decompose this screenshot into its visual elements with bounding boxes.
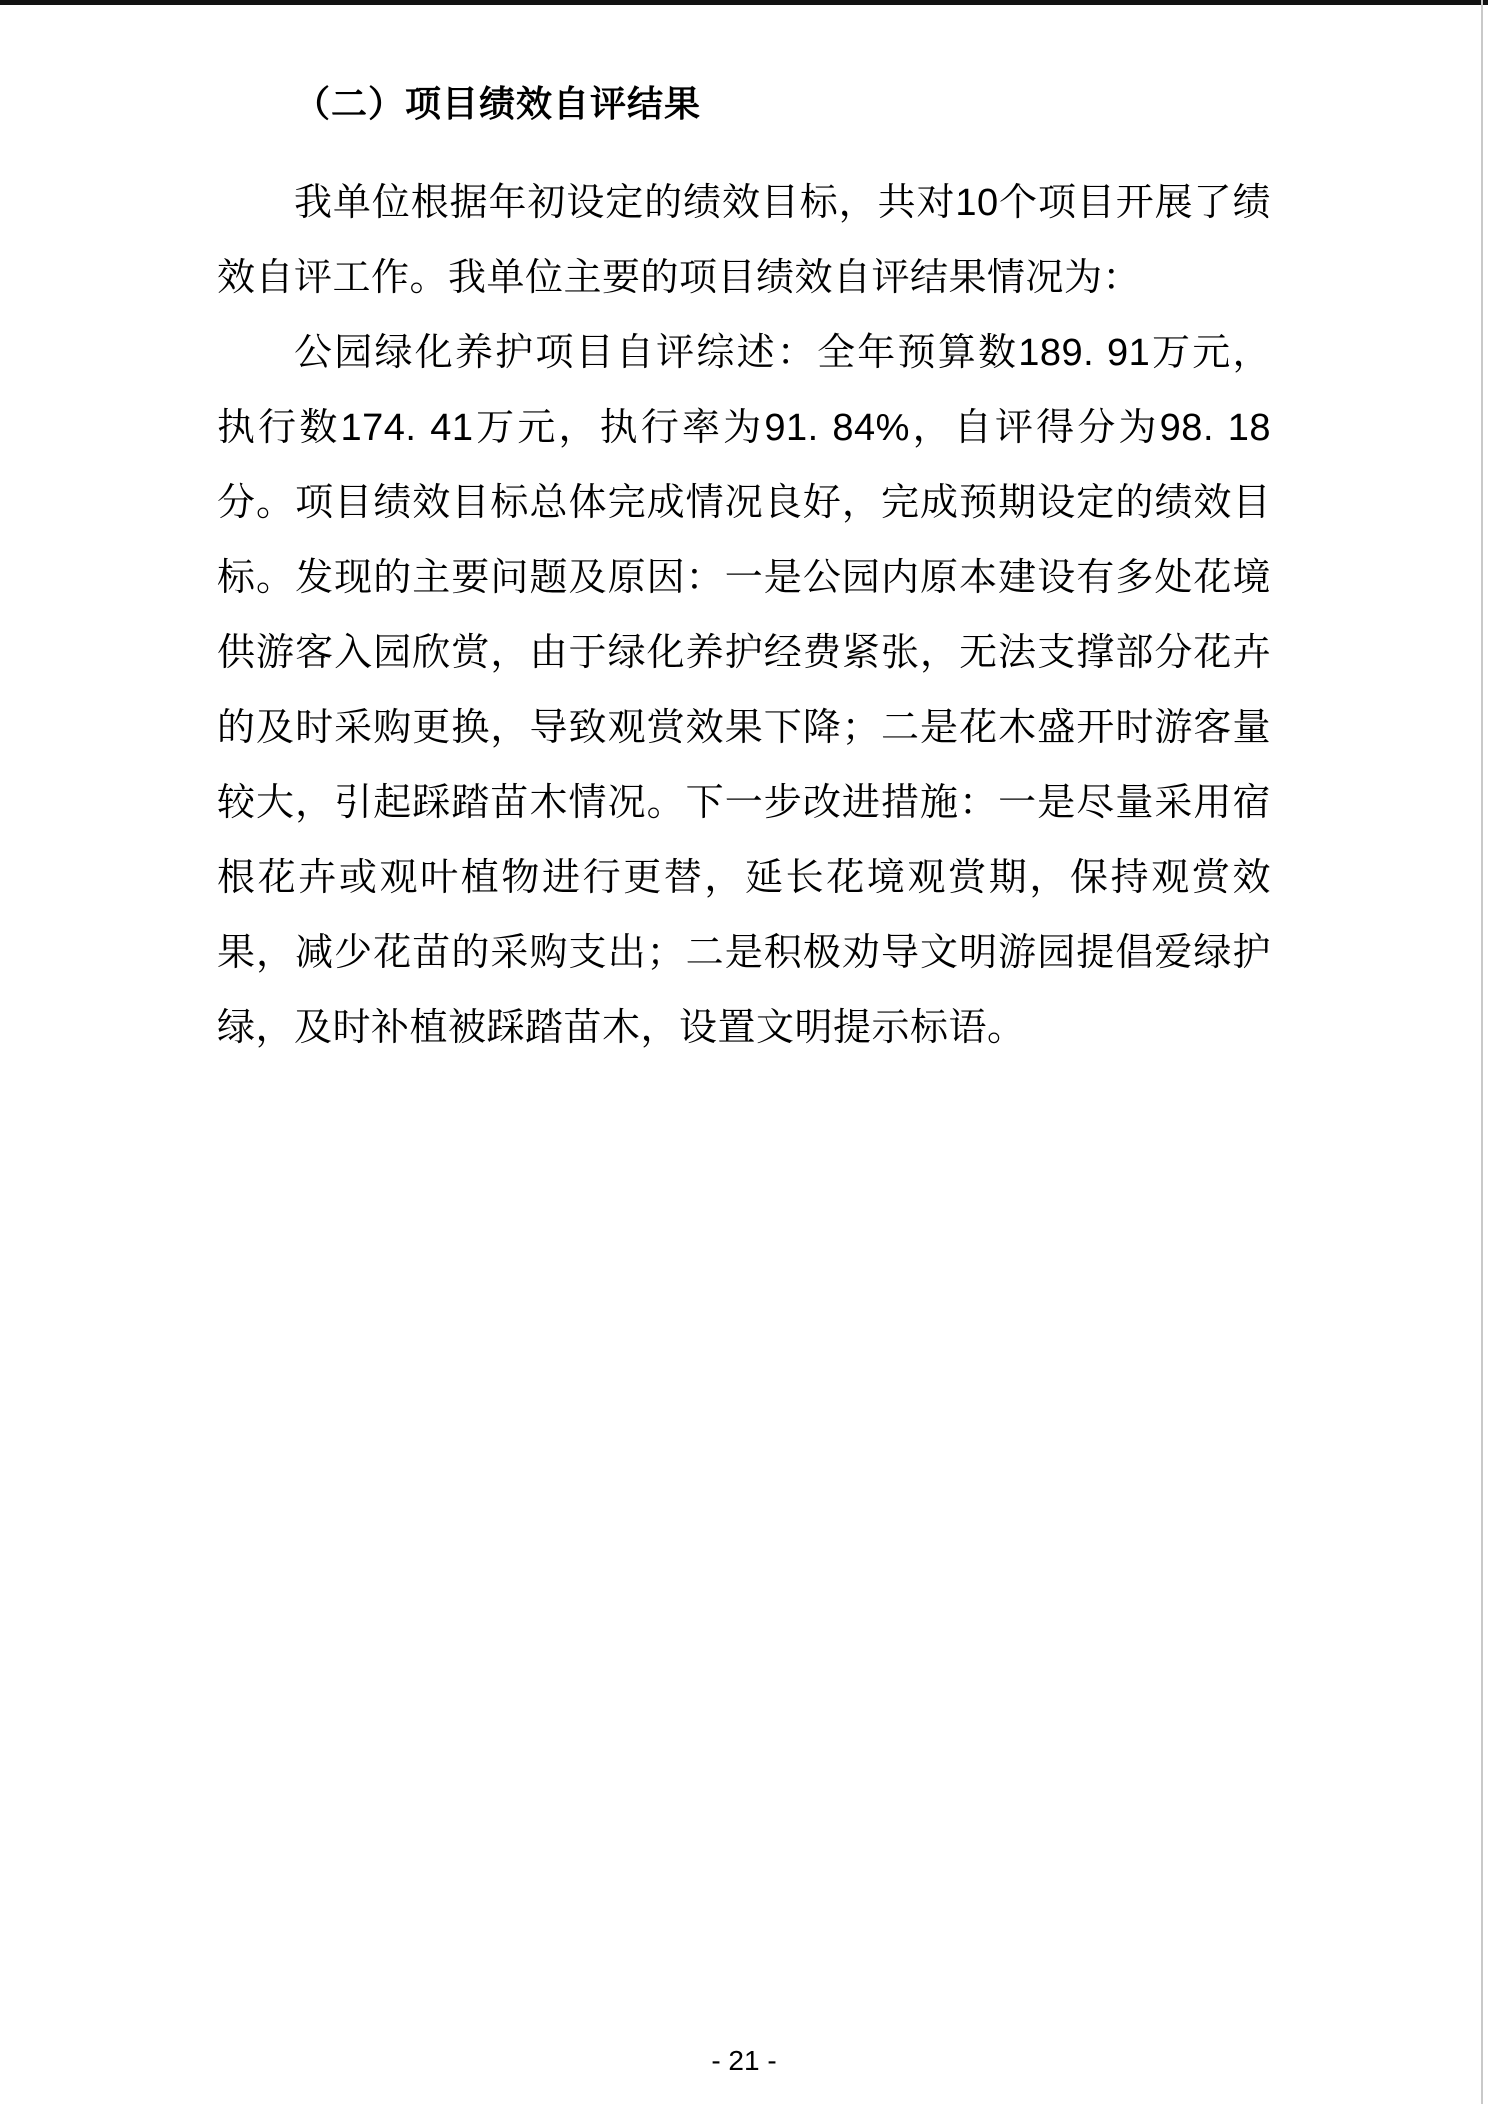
page-number: - 21 - <box>711 2045 777 2076</box>
document-body <box>217 66 1271 1066</box>
section-heading: （二）项目绩效自评结果 <box>294 83 702 124</box>
paragraph-project-self-evaluation: 公园绿化养护项目自评综述：全年预算数189. 91万元，执行数174. 41万元，执行率为91. 84%，自评得分为98. 18分。项目绩效目标总体完成情况良好，完成预期设定的绩效目标。发现的主要问题及原因：一是公园内原本建设有多处花境供游客入园欣赏，由于绿化养护经费紧张，无法支撑部分花卉的及时采购更换，导致观赏效果下降；二是花木盛开时游客量较大，引起踩踏苗木情况。下一步改进措施：一是尽量采用宿根花卉或观叶植物进行更替，延长花境观赏期，保持观赏效果，减少花苗的采购支出；二是积极劝导文明游园提倡爱绿护绿，及时补植被踩踏苗木，设置文明提示标语。 <box>217 332 1271 1049</box>
paragraph-intro: 我单位根据年初设定的绩效目标，共对10个项目开展了绩效自评工作。我单位主要的项目绩效自评结果情况为： <box>217 182 1271 299</box>
right-edge-scan-artifact <box>1481 0 1483 2104</box>
top-scan-bar <box>0 0 1488 5</box>
